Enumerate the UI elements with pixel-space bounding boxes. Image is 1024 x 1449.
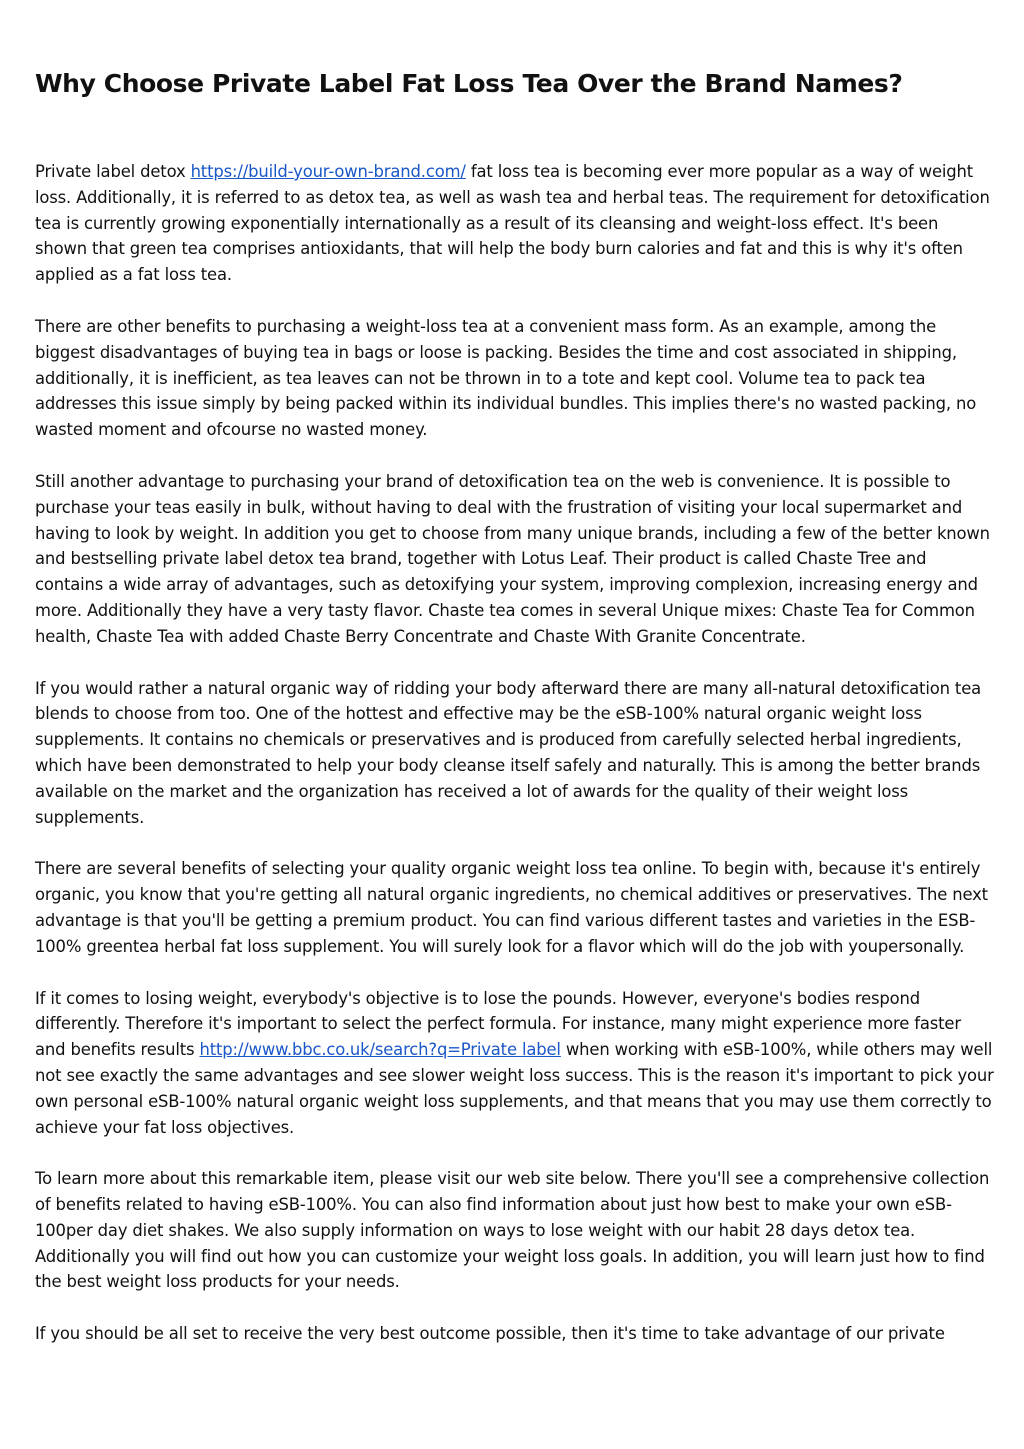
article-body [35, 159, 995, 1373]
bbc-search-link[interactable]: http://www.bbc.co.uk/search?q=Private label [199, 1040, 561, 1060]
paragraph-5: There are several benefits of selecting your quality organic weight loss tea online. To begin with, because it's entirely organic, you know that you're getting all natural organic ingredients, no chemical additives or preservatives. The next advantage is that you'll be getting a premium product. You can find various different tastes and varieties in the ESB-100% greentea herbal fat loss supplement. You will surely look for a flavor which will do the job with youpersonally. [35, 859, 988, 956]
brand-link[interactable]: https://build-your-own-brand.com/ [190, 162, 466, 181]
paragraph-1-text-after: fat loss tea is becoming ever more popular as a way of weight loss. Additionally, it is referred to as detox tea, as well as wash tea and herbal teas. The requirement for detoxification tea is currently growing exponentially internationally as a result of its cleansing and weight-loss effect. It's been shown that green tea comprises antioxidants, that will help the body burn calories and fat and this is why it's often applied as a fat loss tea. [35, 162, 990, 285]
paragraph-1-text-before: Private label detox [35, 162, 191, 181]
paragraph-3: Still another advantage to purchasing your brand of detoxification tea on the web is convenience. It is possible to purchase your teas easily in bulk, without having to deal with the frustration of visiting your local supermarket and having to look by weight. In addition you get to choose from many unique brands, including a few of the better known and bestselling private label detox tea brand, together with Lotus Leaf. Their product is called Chaste Tree and contains a wide array of advantages, such as detoxifying your system, improving complexion, increasing energy and more. Additionally they have a very tasty flavor. Chaste tea comes in several Unique mixes: Chaste Tea for Common health, Chaste Tea with added Chaste Berry Concentrate and Chaste With Granite Concentrate. [35, 471, 990, 646]
page-title: Why Choose Private Label Fat Loss Tea Over the Brand Names? [35, 69, 903, 98]
paragraph-1 [35, 159, 995, 288]
paragraph-4: If you would rather a natural organic way of ridding your body afterward there are many all-natural detoxification tea blends to choose from too. One of the hottest and effective may be the eSB-100% natural organic weight loss supplements. It contains no chemicals or preservatives and is produced from carefully selected herbal ingredients, which have been demonstrated to help your body cleanse itself safely and naturally. This is among the better brands available on the market and the organization has received a lot of awards for the quality of their weight loss supplements. [35, 678, 982, 827]
paragraph-6-text-after: when working with eSB-100%, while others may well not see exactly the same advantages and see slower weight loss success. This is the reason it's important to pick your own personal eSB-100% natural organic weight loss supplements, and that means that you may use them correctly to achieve your fat loss objectives. [35, 1040, 994, 1137]
paragraph-6 [35, 986, 995, 1141]
paragraph-6-text-before: If it comes to losing weight, everybody's objective is to lose the pounds. However, everyone's bodies respond differently. Therefore it's important to select the perfect formula. For instance, many might experience more faster and benefits results [35, 988, 961, 1060]
paragraph-2: There are other benefits to purchasing a weight-loss tea at a convenient mass form. As an example, among the biggest disadvantages of buying tea in bags or loose is packing. Besides the time and cost associated in shipping, additionally, it is inefficient, as tea leaves can not be thrown in to a tote and kept cool. Volume tea to pack tea addresses this issue simply by being packed within its individual bundles. This implies there's no wasted packing, no wasted moment and ofcourse no wasted money. [35, 316, 977, 440]
paragraph-8: If you should be all set to receive the very best outcome possible, then it's time to take advantage of our private [35, 1324, 945, 1344]
paragraph-7: To learn more about this remarkable item, please visit our web site below. There you'll see a comprehensive collection of benefits related to having eSB-100%. You can also find information about just how best to make your own eSB-100per day diet shakes. We also supply information on ways to lose weight with our habit 28 days detox tea. Additionally you will find out how you can customize your weight loss goals. In addition, you will learn just how to find the best weight loss products for your needs. [35, 1169, 990, 1292]
